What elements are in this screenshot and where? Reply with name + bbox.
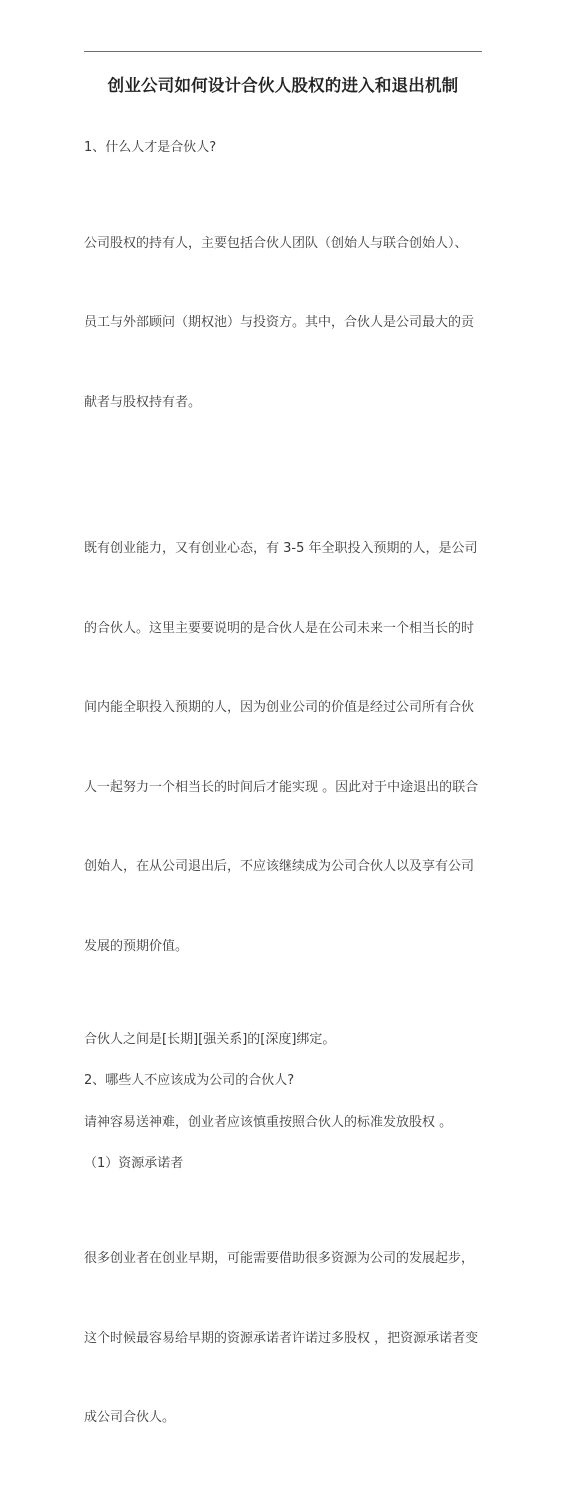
paragraph-partner-definition — [84, 483, 494, 1013]
text-line: 的合伙人。这里主要要说明的是合伙人是在公司未来一个相当长的时 — [84, 620, 475, 636]
document-body — [84, 135, 494, 1499]
text-line: 成公司合伙人。 — [84, 1410, 176, 1425]
paragraph-caution: 请神容易送神难，创业者应该慎重按照合伙人的标准发放股权 。 — [84, 1115, 453, 1130]
text-line: 员工与外部顾问（期权池）与投资方。其中，合伙人是公司最大的贡 — [84, 315, 475, 330]
header-divider — [84, 51, 482, 52]
text-line: 既有创业能力，又有创业心态，有 3-5 年全职投入预期的人，是公司 — [84, 541, 478, 556]
text-line: 发展的预期价值。 — [84, 938, 189, 954]
text-line: 公司股权的持有人，主要包括合伙人团队（创始人与联合创始人）、 — [84, 235, 468, 251]
text-line: 创始人，在从公司退出后，不应该继续成为公司合伙人以及享有公司 — [84, 859, 475, 874]
section-heading-2: 2、哪些人不应该成为公司的合伙人? — [84, 1072, 295, 1088]
section-heading-1: 1、什么人才是合伙人? — [84, 140, 217, 155]
subheading-resource-promisers: （1）资源承诺者 — [84, 1155, 184, 1171]
text-line: 这个时候最容易给早期的资源承诺者许诺过多股权 ，把资源承诺者变 — [84, 1330, 479, 1346]
paragraph-resource-promisers — [84, 1193, 494, 1485]
text-line: 人一起努力一个相当长的时间后才能实现 。因此对于中途退出的联合 — [84, 779, 479, 795]
text-line: 很多创业者在创业早期，可能需要借助很多资源为公司的发展起步， — [84, 1251, 475, 1266]
document-title: 创业公司如何设计合伙人股权的进入和退出机制 — [107, 76, 459, 95]
text-line: 献者与股权持有者。 — [84, 394, 202, 410]
text-line: 间内能全职投入预期的人，因为创业公司的价值是经过公司所有合伙 — [84, 700, 475, 715]
paragraph-shareholders — [84, 178, 494, 470]
paragraph-binding: 合伙人之间是[长期][强关系]的[深度]绑定。 — [84, 1032, 336, 1047]
